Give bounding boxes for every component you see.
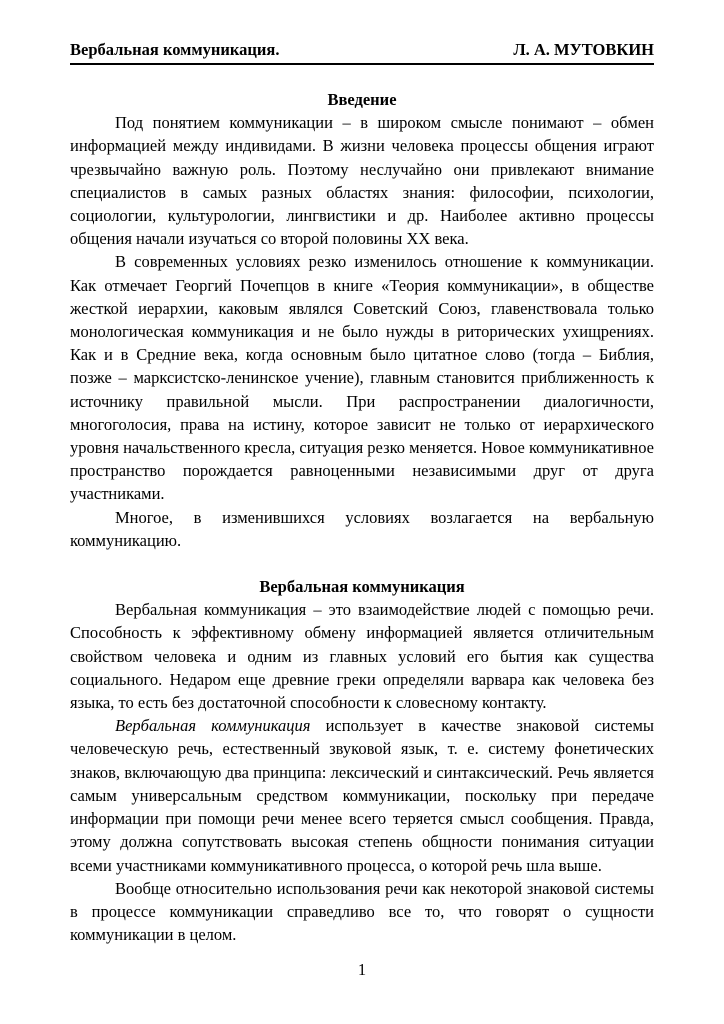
paragraph: Вербальная коммуникация – это взаимодействие людей с помощью речи. Способность к эффективному обмену информацией является отличительным свойством человека и одним из главных условий его бытия как существа социального. Недаром еще древние греки определяли варвара как человека без языка, то есть без достаточной способности к словесному контакту.: [70, 600, 654, 713]
paragraph: Под понятием коммуникации – в широком смысле понимают – обмен информацией между индивидами. В жизни человека процессы общения играют чрезвычайно важную роль. Поэтому неслучайно они привлекают внимание специалистов в самых разных областях знания: философии, психологии, социологии, культурологии, лингвистики и др. Наиболее активно процессы общения начали изучаться со второй половины XX века.: [70, 113, 654, 249]
paragraph: Вообще относительно использования речи как некоторой знаковой системы в процессе коммуникации справедливо все то, что говорят о сущности коммуникации в целом.: [70, 878, 654, 945]
page-body: [70, 88, 654, 946]
paragraph: [70, 714, 654, 876]
header-author: Л. А. МУТОВКИН: [513, 40, 654, 59]
paragraph-text: использует в качестве знаковой системы человеческую речь, естественный звуковой язык, т. е. систему фонетических знаков, включающую два принципа: лексический и синтаксический. Речь является самым универсальным средством коммуникации, поскольку при передаче информации при помощи речи менее всего теряется смысл сообщения. Правда, этому должна сопутствовать высокая степень общности понимания ситуации всеми участниками коммуникативного процесса, о которой речь шла выше.: [70, 716, 654, 875]
section-title-verbal-communication: Вербальная коммуникация: [259, 577, 465, 597]
page-number: 1: [357, 960, 367, 979]
italic-term: Вербальная коммуникация: [115, 716, 311, 736]
section-title-introduction: Введение: [327, 90, 397, 109]
paragraph: В современных условиях резко изменилось отношение к коммуникации. Как отмечает Георгий Почепцов в книге «Теория коммуникации», в обществе жесткой иерархии, каковым являлся Советский Союз, главенствовала только монологическая коммуникация и не было нужды в риторических ухищрениях. Как и в Средние века, когда основным было цитатное слово (тогда – Библия, позже – марксистско-ленинское учение), главным становится приближенность к источнику правильной мысли. При распространении диалогичности, многоголосия, права на истину, которое зависит не только от иерархического уровня начальственного кресла, ситуация резко меняется. Новое коммуникативное пространство порождается равноценными независимыми друг от друга участниками.: [70, 252, 654, 504]
paragraph: Многое, в изменившихся условиях возлагается на вербальную коммуникацию.: [70, 507, 654, 550]
running-header: [70, 40, 654, 65]
header-title: Вербальная коммуникация.: [70, 40, 280, 59]
